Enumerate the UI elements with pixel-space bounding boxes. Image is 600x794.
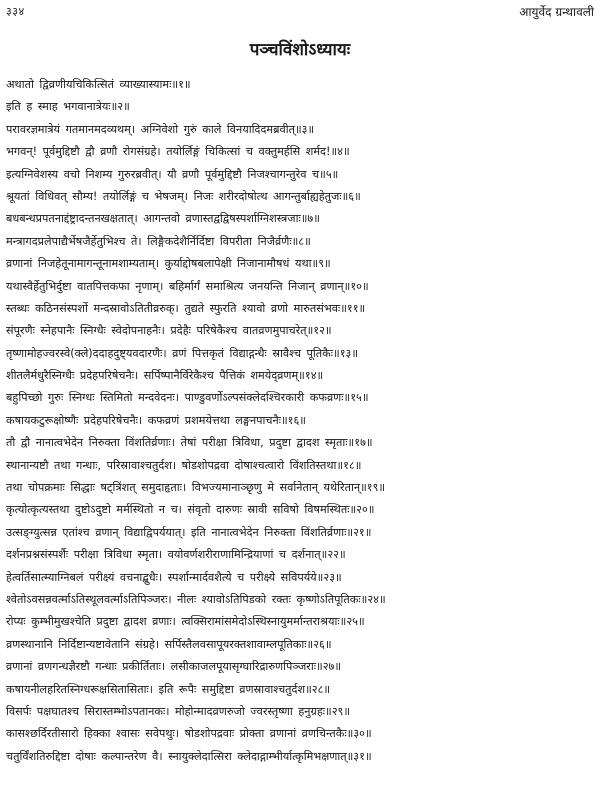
verse-line: इत्यग्निवेशस्य वचो निशम्य गुरुरब्रवीत्। यौ व्रणौ पूर्वमुद्दिष्टौ निजश्चागन्तुरेव च॥५॥ <box>6 167 339 181</box>
verse-line: परावरज्ञमात्रेयं गतमानमदव्यथम्। अग्निवेशो गुरुं काले विनयादिदमब्रवीत्॥३॥ <box>6 122 315 136</box>
verse-line: कासश्छर्दिरतीसारो हिक्का श्वासः सवेपथुः। षोडशोपद्रवाः प्रोक्ता व्रणानां व्रणचिन्तकैः॥३०॥ <box>6 727 372 741</box>
verse-line: रोप्यः कुम्भीमुखश्चेति प्रदुष्टा द्वादश व्रणाः। त्वक्सिरामांसमेदोऽस्थिस्नायुमर्मान्तराश्रयाः॥२५॥ <box>6 615 365 629</box>
verse-line: यथास्वैर्हेतुभिर्दुष्टा वातपित्तकफा नृणाम्। बहिर्मार्गं समाश्रित्य जनयन्ति निजान् व्रणान्॥१०॥ <box>6 279 369 293</box>
verse-line: उत्सङ्ग्युत्सन्न एतांश्च व्रणान् विद्याद्विपर्ययात्। इति नानात्वभेदेन निरुक्ता विंशतिर्व्रणाः॥२१॥ <box>6 525 372 539</box>
verse-line: श्वेतोऽवसन्नवर्त्माऽतिस्थूलवर्त्माऽतिपिञ्जरः। नीलः श्यावोऽतिपिडको रक्तः कृष्णोऽतिपूतिकः॥२४॥ <box>6 592 386 606</box>
verse-line: तथा चोपक्रमाः सिद्धाः षट्त्रिंशत् समुदाहृताः। विभज्यमानाञ्छृणु मे सर्वानेतान् यथेरितान्॥१९॥ <box>6 481 386 495</box>
page-number: ३३४ <box>6 5 25 18</box>
verse-list <box>6 74 596 768</box>
verse-line: भगवन्! पूर्वमुद्दिष्टौ द्वौ व्रणौ रोगसंग्रहे। तयोर्लिङ्गं चिकित्सां च वक्तुमर्हसि शर्मद!॥४॥ <box>6 145 350 159</box>
verse-line: कृत्योत्कृत्यस्तथा दुष्टोऽदुष्टो मर्मस्थितो न च। संवृतो दारुणः स्रावी सविषो विषमस्थितः॥२०॥ <box>6 503 375 517</box>
verse-line: व्रणानां निजहेतूनामागन्तूनामशाम्यताम्। कुर्याद्दोषबलापेक्षी निजानामौषधं यथा॥९॥ <box>6 257 331 271</box>
verse-line: श्रूयतां विधिवत् सौम्य! तयोर्लिङ्गं च भेषजम्। निजः शरीरदोषोत्थ आगन्तुर्बाह्यहेतुजः॥६॥ <box>6 189 361 203</box>
verse-line: मन्त्रागदप्रलेपाद्यैर्भेषजैर्हेतुभिश्च ते। लिङ्गैकदेशैर्निर्दिष्टा विपरीता निजैर्व्रणैः॥८॥ <box>6 234 311 248</box>
verse-line: बधबन्धप्रपतनाद्दंष्ट्रादन्तनखक्षतात्। आगन्तवो व्रणास्तद्वद्विषस्पर्शाग्निशस्त्रजाः॥७॥ <box>6 212 320 226</box>
verse-line: अथातो द्विव्रणीयचिकित्सितं व्याख्यास्यामः॥१॥ <box>6 78 191 91</box>
verse-line: तृष्णामोहज्वरस्वे(क्ले)ददाहदुष्ट्यवदारणैः। व्रणं पित्तकृतं विद्याद्गन्धैः स्रावैश्च पूतिकैः॥१३॥ <box>6 346 359 360</box>
verse-line: हेत्वर्तिसात्म्याग्निबलं परीक्ष्यं वचनाद्बुधैः। स्पर्शान्मार्दवशैत्ये च परीक्ष्ये सविपर्यये॥२३॥ <box>6 570 342 584</box>
chapter-title: पञ्चविंशोऽध्यायः <box>249 40 351 60</box>
verse-line: इति ह स्माह भगवानात्रेयः॥२॥ <box>6 100 130 114</box>
verse-line: बहुपिच्छो गुरुः स्निग्धः स्तिमितो मन्दवेदनः। पाण्डुवर्णोऽल्पसंक्लेदश्चिरकारी कफव्रणः॥१५॥ <box>6 391 369 405</box>
verse-line: दर्शनप्रश्नसंस्पर्शैः परीक्षा त्रिविधा स्मृता। वयोवर्णशरीराणामिन्द्रियाणां च दर्शनात्॥२२॥ <box>6 548 346 562</box>
verse-line: स्थानान्यष्टौ तथा गन्धाः, परिस्रावाश्चतुर्दश। षोडशोपद्रवा दोषाश्चत्वारो विंशतिस्तथा॥१८॥ <box>6 458 362 472</box>
verse-line: संपूरणैः स्नेहपानैः स्निग्धैः स्वेदोपनाहनैः। प्रदेहैः परिषेकैश्च वातव्रणमुपाचरेत्॥१२॥ <box>6 324 332 338</box>
page-header <box>6 4 594 20</box>
verse-line: चतुर्विंशतिरुद्दिष्टा दोषाः कल्पान्तरेण वै। स्नायुक्लेदात्सिरा क्लेदाद्गाम्भीर्यात्कृमिभक्षणात्॥३१॥ <box>6 749 372 763</box>
verse-line: कषायनीलहरितस्निग्धरूक्षसितासिताः। इति रूपैः समुद्दिष्टा व्रणस्रावाश्चतुर्दश॥२८॥ <box>6 682 331 696</box>
verse-line: शीतलैर्मधुरैस्निग्धैः प्रदेहपरिषेचनैः। सर्पिष्पानैर्विरेकैश्च पैत्तिकं शमयेद्व्रणम्॥१४॥ <box>6 369 324 383</box>
verse-line: स्तब्धः कठिनसंस्पर्शो मन्दस्रावोऽतितीव्ररुक्। तुद्यते स्फुरति श्यावो व्रणो मारुतसंभवः॥११॥ <box>6 301 366 315</box>
verse-line: व्रणानां व्रणगन्धज्ञैरष्टौ गन्धाः प्रकीर्तिताः। लसीकाजलपूयासृग्घारिद्रारुणपिञ्जराः॥२७॥ <box>6 660 342 674</box>
verse-line: व्रणस्थानानि निर्दिष्टान्यष्टावेतानि संग्रहे। सर्पिस्तैलवसापूयरक्तशावाम्लपूतिकाः॥२६॥ <box>6 637 332 651</box>
verse-line: कषायकटुरूक्षोष्णैः प्रदेहपरिषेचनैः। कफव्रणं प्रशमयेत्तथा लङ्घनपाचनैः॥१६॥ <box>6 413 307 427</box>
verse-line: तौ द्वौ नानात्वभेदेन निरुक्ता विंशतिर्व्रणाः। तेषां परीक्षा त्रिविधा, प्रदुष्टा द्वादश स्मृताः॥१७॥ <box>6 436 373 450</box>
verse-line: विसर्पः पक्षघातश्च सिरास्तम्भोऽपतानकः। मोहोन्मादव्रणरुजो ज्वरस्तृष्णा हनुग्रहः॥२९॥ <box>6 704 351 718</box>
running-title: आयुर्वेद ग्रन्थावली <box>519 5 594 19</box>
